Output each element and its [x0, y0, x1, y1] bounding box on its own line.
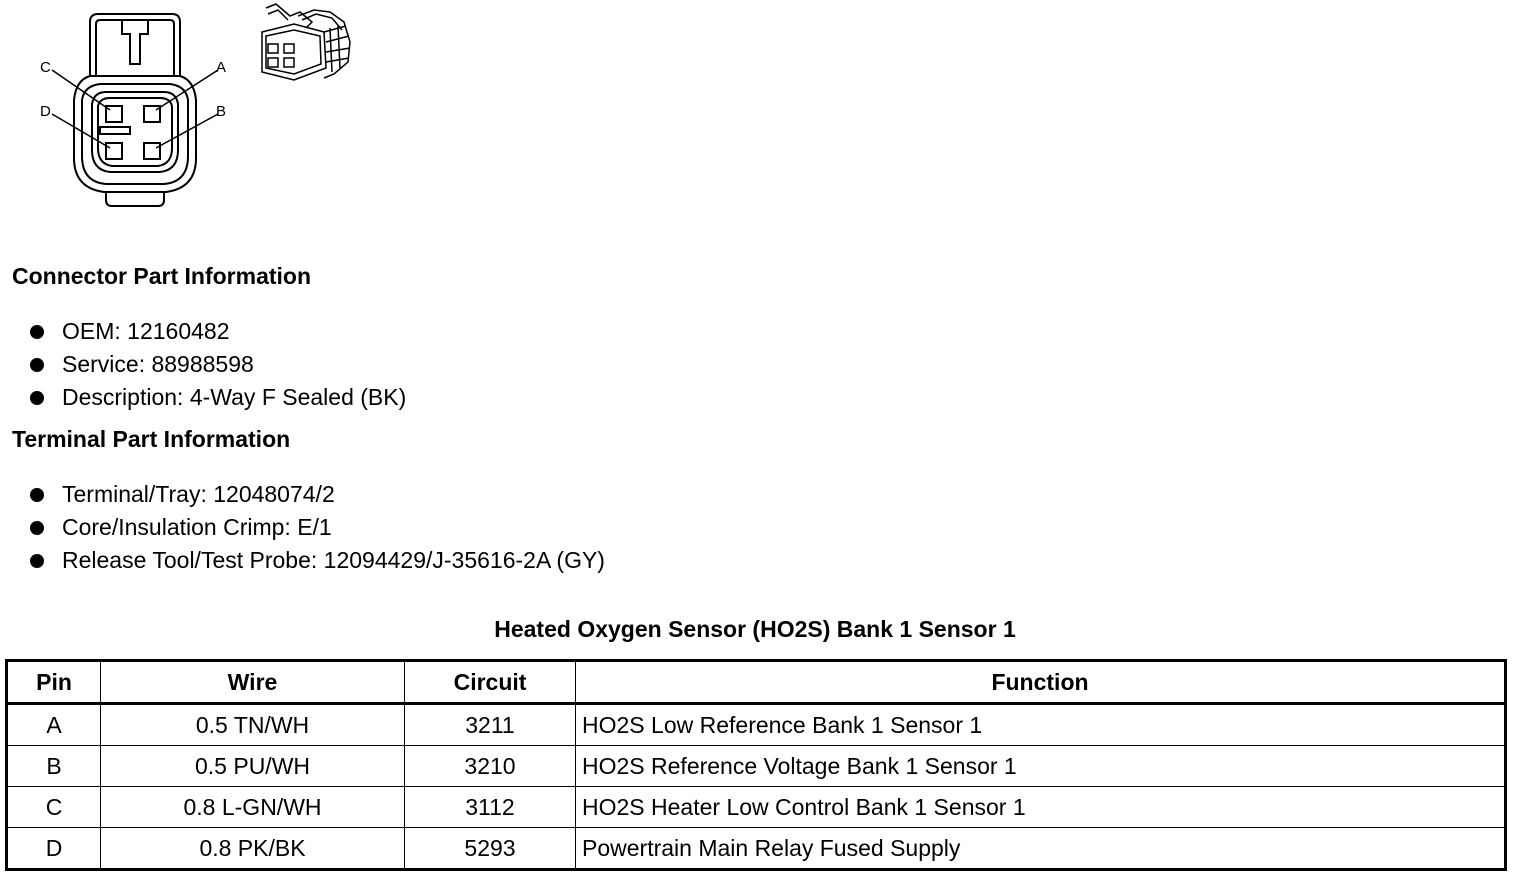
header-circuit: Circuit: [405, 661, 576, 704]
cell-function: Powertrain Main Relay Fused Supply: [576, 828, 1506, 870]
cell-pin: C: [7, 787, 101, 828]
table-title: Heated Oxygen Sensor (HO2S) Bank 1 Sensor 1: [494, 616, 1016, 642]
terminal-info-list: [28, 478, 605, 577]
pin-label-b: B: [216, 103, 227, 120]
cell-pin: A: [7, 704, 101, 746]
list-item: Release Tool/Test Probe: 12094429/J-35616-2A (GY): [28, 544, 605, 577]
terminal-info-heading: Terminal Part Information: [12, 426, 291, 452]
header-pin: Pin: [7, 661, 101, 704]
list-item: Core/Insulation Crimp: E/1: [28, 511, 605, 544]
bullet-icon: [30, 488, 44, 502]
connector-info-list: [28, 315, 406, 414]
cell-function: HO2S Reference Voltage Bank 1 Sensor 1: [576, 746, 1506, 787]
cell-wire: 0.8 PK/BK: [101, 828, 405, 870]
table-header-row: [7, 661, 1506, 704]
pinout-table: [5, 659, 1507, 871]
bullet-icon: [30, 521, 44, 535]
cell-function: HO2S Low Reference Bank 1 Sensor 1: [576, 704, 1506, 746]
cell-wire: 0.5 TN/WH: [101, 704, 405, 746]
pin-label-a: A: [216, 59, 227, 76]
list-item: Terminal/Tray: 12048074/2: [28, 478, 605, 511]
header-function: Function: [576, 661, 1506, 704]
connector-info-heading: Connector Part Information: [12, 263, 312, 289]
table-row: [7, 828, 1506, 870]
pin-label-c: C: [40, 59, 51, 76]
table-row: [7, 704, 1506, 746]
cell-circuit: 3112: [405, 787, 576, 828]
list-item: Service: 88988598: [28, 348, 406, 381]
cell-function: HO2S Heater Low Control Bank 1 Sensor 1: [576, 787, 1506, 828]
bullet-icon: [30, 391, 44, 405]
cell-pin: B: [7, 746, 101, 787]
cell-wire: 0.5 PU/WH: [101, 746, 405, 787]
bullet-icon: [30, 358, 44, 372]
pin-label-d: D: [40, 103, 51, 120]
list-item: OEM: 12160482: [28, 315, 406, 348]
cell-wire: 0.8 L-GN/WH: [101, 787, 405, 828]
connector-image: [254, 2, 358, 86]
list-item: Description: 4-Way F Sealed (BK): [28, 381, 406, 414]
bullet-icon: [30, 554, 44, 568]
bullet-icon: [30, 325, 44, 339]
connector-face-diagram: [30, 0, 240, 215]
table-row: [7, 746, 1506, 787]
cell-circuit: 3211: [405, 704, 576, 746]
cell-circuit: 5293: [405, 828, 576, 870]
header-wire: Wire: [101, 661, 405, 704]
table-row: [7, 787, 1506, 828]
cell-circuit: 3210: [405, 746, 576, 787]
cell-pin: D: [7, 828, 101, 870]
